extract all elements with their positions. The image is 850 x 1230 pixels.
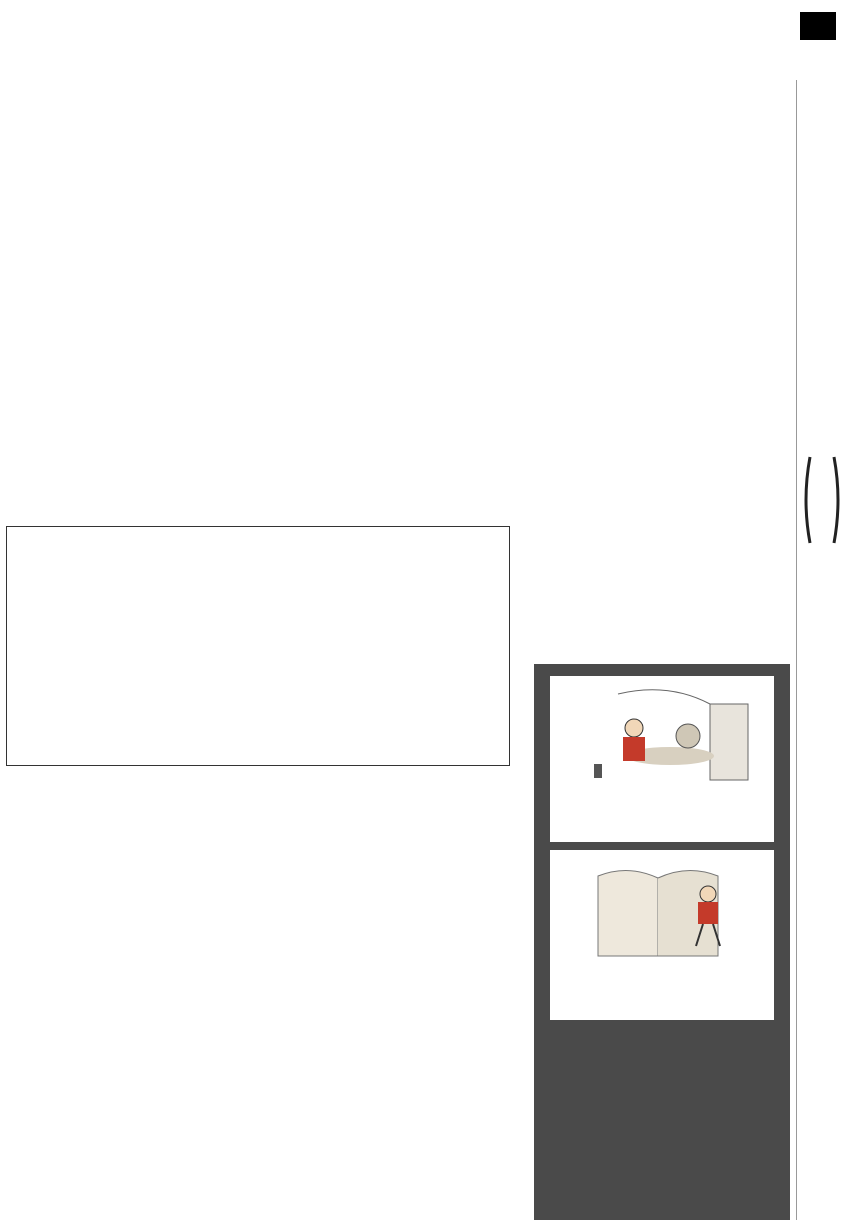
comic-panel-1 (550, 676, 774, 842)
comic-illustration-1 (558, 682, 766, 786)
article1-col3 (534, 120, 788, 660)
poem-col3 (352, 600, 508, 748)
page-number (800, 12, 836, 40)
column-rule (796, 80, 797, 1220)
article2-col2 (264, 856, 514, 1202)
article2-col1 (8, 856, 256, 1202)
poem-col1 (18, 600, 180, 748)
article1-col2 (262, 120, 510, 522)
comic-illustration-2 (558, 856, 766, 966)
poem-col2b (186, 694, 346, 750)
article1-col1 (8, 120, 252, 522)
comic-panel-2 (550, 850, 774, 1020)
poem-col2 (186, 600, 346, 674)
section-bracket (800, 455, 844, 545)
editors (800, 555, 846, 635)
